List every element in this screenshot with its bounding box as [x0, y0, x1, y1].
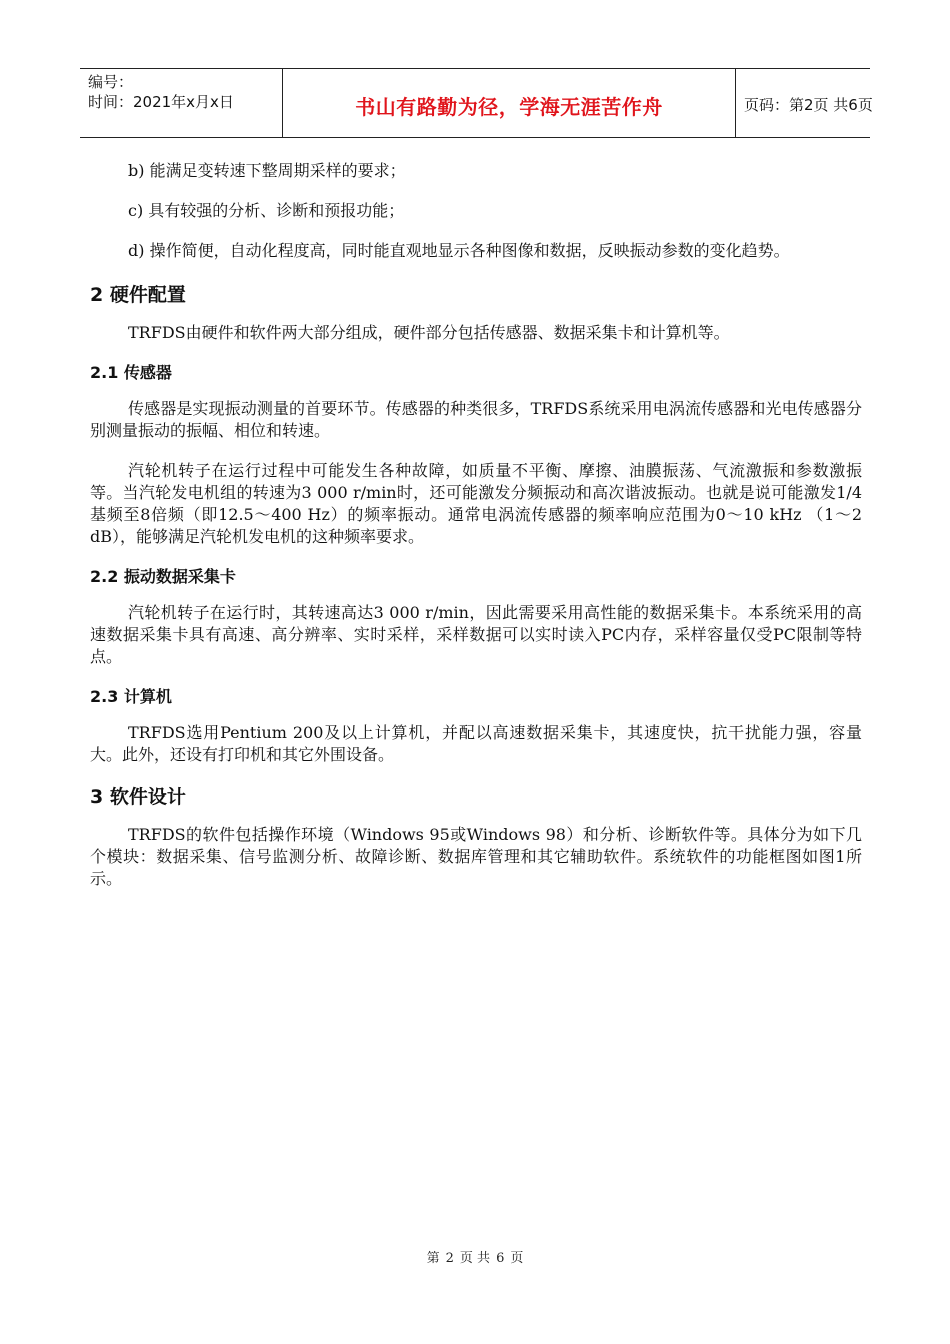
subsection-2-2-paragraph: 汽轮机转子在运行时，其转速高达3 000 r/min，因此需要采用高性能的数据采集卡。本系统采用的高速数据采集卡具有高速、高分辨率、实时采样，采样数据可以实时读入PC内存，采样容量仅受PC限制等特点。 [90, 603, 862, 666]
subsection-2-1-heading: 2.1 传感器 [90, 363, 172, 382]
header-motto-cell [282, 69, 736, 137]
list-item-d: d) 操作简便，自动化程度高，同时能直观地显示各种图像和数据，反映振动参数的变化趋势。 [128, 241, 790, 260]
footer-middle: 页 共 [459, 1251, 491, 1266]
section-2-paragraph: TRFDS由硬件和软件两大部分组成，硬件部分包括传感器、数据采集卡和计算机等。 [128, 323, 730, 342]
page-footer [0, 1247, 950, 1266]
footer-total-pages: 6 [496, 1251, 505, 1266]
header-motto: 书山有路勤为径，学海无涯苦作舟 [355, 95, 663, 119]
subsection-2-3-heading: 2.3 计算机 [90, 687, 172, 706]
header-page-cell [736, 69, 873, 137]
section-2-heading: 2 硬件配置 [90, 284, 186, 306]
section-3-heading: 3 软件设计 [90, 786, 186, 808]
footer-page-number: 2 [445, 1251, 454, 1266]
document-date: 时间：2021年x月x日 [88, 93, 234, 111]
section-3-paragraph: TRFDS的软件包括操作环境（Windows 95或Windows 98）和分析、诊断软件等。具体分为如下几个模块：数据采集、信号监测分析、故障诊断、数据库管理和其它辅助软件。系统软件的功能框图如图1所示。 [90, 825, 862, 888]
list-item-c: c) 具有较强的分析、诊断和预报功能； [128, 201, 405, 220]
footer-suffix: 页 [510, 1251, 524, 1266]
footer-prefix: 第 [426, 1251, 440, 1266]
header-page-info: 页码：第2页 共6页 [744, 96, 873, 114]
header-meta-cell [80, 69, 282, 137]
subsection-2-1-paragraph-1: 传感器是实现振动测量的首要环节。传感器的种类很多，TRFDS系统采用电涡流传感器和光电传感器分别测量振动的振幅、相位和转速。 [90, 399, 862, 440]
page-header [80, 68, 873, 138]
document-number-label: 编号： [88, 73, 134, 91]
subsection-2-2-heading: 2.2 振动数据采集卡 [90, 567, 236, 586]
subsection-2-3-paragraph: TRFDS选用Pentium 200及以上计算机，并配以高速数据采集卡，其速度快，抗干扰能力强，容量大。此外，还设有打印机和其它外围设备。 [90, 723, 862, 764]
document-body [90, 160, 862, 908]
subsection-2-1-paragraph-2: 汽轮机转子在运行过程中可能发生各种故障，如质量不平衡、摩擦、油膜振荡、气流激振和参数激振等。当汽轮发电机组的转速为3 000 r/min时，还可能激发分频振动和高次谐波振动。也就是说可能激发1/4基频至8倍频（即12.5～400 Hz）的频率振动。通常电涡流传感器的频率响应范围为0～10 kHz （1～2 dB），能够满足汽轮机发电机的这种频率要求。 [90, 461, 862, 546]
list-item-b: b) 能满足变转速下整周期采样的要求； [128, 161, 406, 180]
